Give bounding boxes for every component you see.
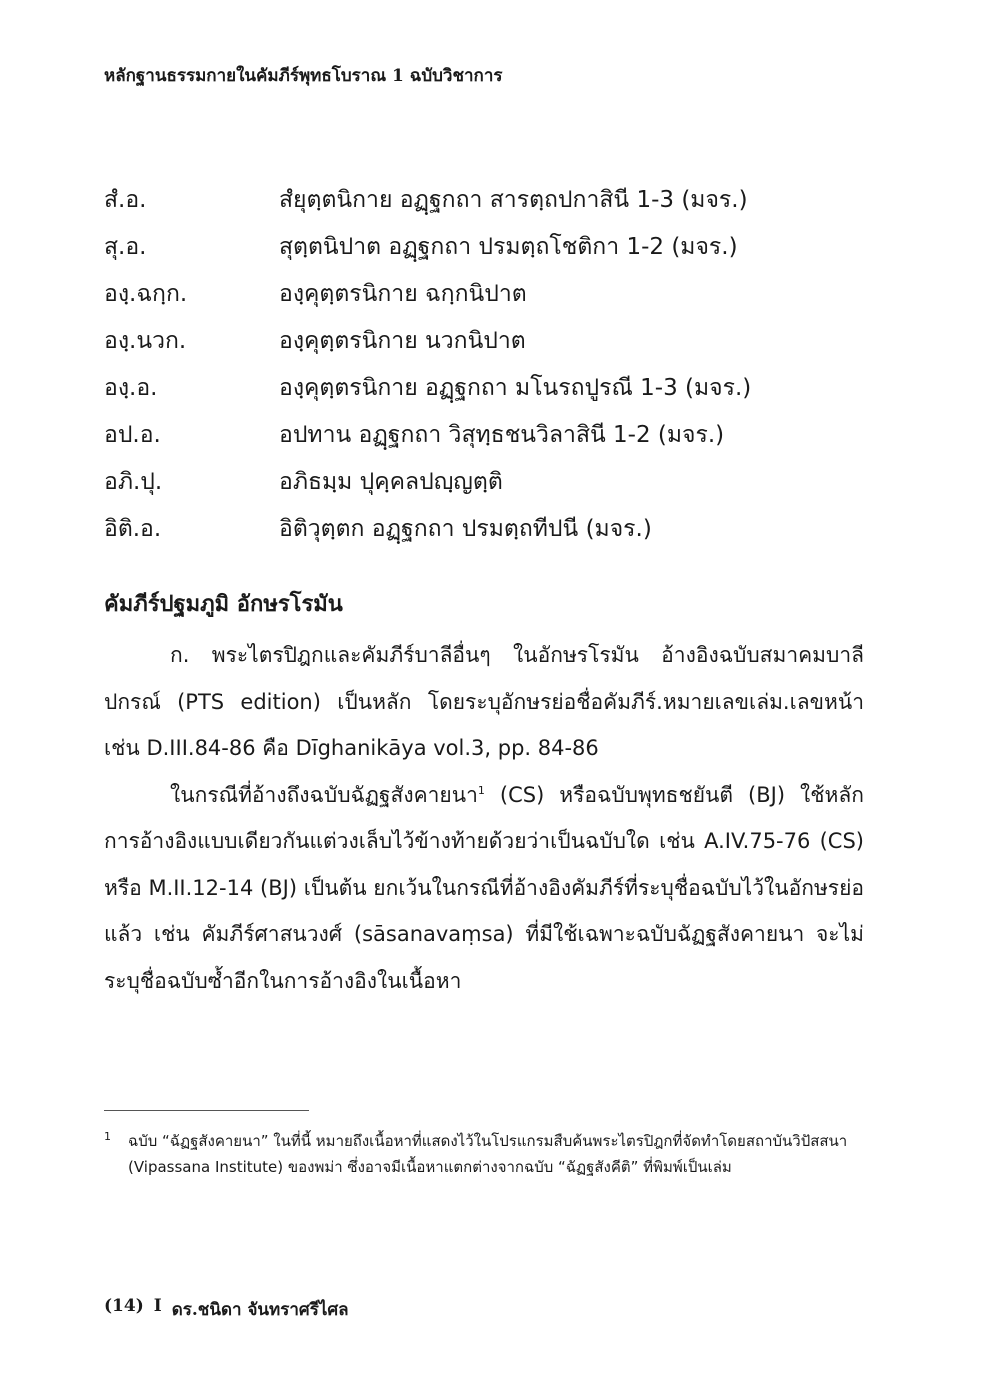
page-footer (104, 1296, 349, 1323)
abbreviation-key: องฺ.ฉกฺก. (104, 280, 188, 307)
abbreviation-key: อป.อ. (104, 421, 161, 448)
abbreviation-value: สุตฺตนิปาต อฏฺฐกถา ปรมตฺถโชติกา 1-2 (มจร.) (279, 233, 738, 260)
abbreviation-row (104, 411, 904, 458)
footnote (104, 1128, 864, 1180)
paragraph-pts: ก. พระไตรปิฎกและคัมภีร์บาลีอื่นๆ ในอักษรโรมัน อ้างอิงฉบับสมาคมบาลีปกรณ์ (PTS edition) เป็นหลัก โดยระบุอักษรย่อชื่อคัมภีร์.หมายเลขเล่ม.เลขหน้า เช่น D.III.84-86 คือ Dīghanikāya vol.3, pp. 84-86 (104, 643, 864, 760)
abbreviation-row (104, 458, 904, 505)
footnote-text: ฉบับ “ฉัฏฐสังคายนา” ในที่นี้ หมายถึงเนื้อหาที่แสดงไว้ในโปรแกรมสืบค้นพระไตรปิฎกที่จัดทำโดยสถาบันวิปัสสนา (Vipassana Institute) ของพม่า ซึ่งอาจมีเนื้อหาแตกต่างจากฉบับ “ฉัฏฐสังคีติ” ที่พิมพ์เป็นเล่ม (128, 1132, 848, 1176)
abbreviation-value: อปทาน อฏฺฐกถา วิสุทฺธชนวิลาสินี 1-2 (มจร.) (279, 421, 725, 448)
abbreviation-value: สํยุตฺตนิกาย อฏฺฐกถา สารตฺถปกาสินี 1-3 (มจร.) (279, 186, 748, 213)
footnote-number: 1 (104, 1130, 111, 1143)
abbreviation-row (104, 223, 904, 270)
running-header: หลักฐานธรรมกายในคัมภีร์พุทธโบราณ 1 ฉบับวิชาการ (104, 66, 503, 86)
abbreviation-list (104, 176, 904, 552)
footer-separator: I (153, 1296, 162, 1316)
footnote-reference[interactable]: 1 (477, 783, 485, 797)
abbreviation-row (104, 270, 904, 317)
abbreviation-row (104, 505, 904, 552)
paragraph-cs-bj (104, 772, 864, 1005)
abbreviation-value: อภิธมฺม ปุคฺคลปญฺญตฺติ (279, 468, 503, 495)
abbreviation-row (104, 364, 904, 411)
page-number: (14) (104, 1296, 144, 1316)
paragraph-text: (CS) หรือฉบับพุทธชยันตี (BJ) ใช้หลักการอ้างอิงแบบเดียวกันแต่วงเล็บไว้ข้างท้ายด้วยว่าเป็นฉบับใด เช่น A.IV.75-76 (CS) หรือ M.II.12-14 (BJ) เป็นต้น ยกเว้นในกรณีที่อ้างอิงคัมภีร์ที่ระบุชื่อฉบับไว้ในอักษรย่อแล้ว เช่น คัมภีร์ศาสนวงศ์ (sāsanavaṃsa) ที่มีใช้เฉพาะฉบับฉัฏฐสังคายนา จะไม่ระบุชื่อฉบับซ้ำอีกในการอ้างอิงในเนื้อหา (104, 782, 864, 993)
abbreviation-value: องฺคุตฺตรนิกาย ฉกฺกนิปาต (279, 280, 527, 307)
abbreviation-value: องฺคุตฺตรนิกาย อฏฺฐกถา มโนรถปูรณี 1-3 (มจร.) (279, 374, 752, 401)
paragraph-text: ในกรณีที่อ้างถึงฉบับฉัฏฐสังคายนา (170, 782, 478, 807)
abbreviation-key: อิติ.อ. (104, 515, 162, 542)
section-heading: คัมภีร์ปฐมภูมิ อักษรโรมัน (104, 592, 343, 617)
abbreviation-value: องฺคุตฺตรนิกาย นวกนิปาต (279, 327, 526, 354)
abbreviation-row (104, 317, 904, 364)
body-text (104, 632, 864, 1004)
abbreviation-key: องฺ.อ. (104, 374, 158, 401)
abbreviation-key: สํ.อ. (104, 186, 147, 213)
abbreviation-key: องฺ.นวก. (104, 327, 187, 354)
abbreviation-key: สุ.อ. (104, 233, 147, 260)
abbreviation-row (104, 176, 904, 223)
abbreviation-value: อิติวุตฺตก อฏฺฐกถา ปรมตฺถทีปนี (มจร.) (279, 515, 652, 542)
author-name: ดร.ชนิดา จันทราศรีไศล (171, 1300, 349, 1320)
abbreviation-key: อภิ.ปุ. (104, 468, 163, 495)
footnote-divider (104, 1110, 309, 1111)
